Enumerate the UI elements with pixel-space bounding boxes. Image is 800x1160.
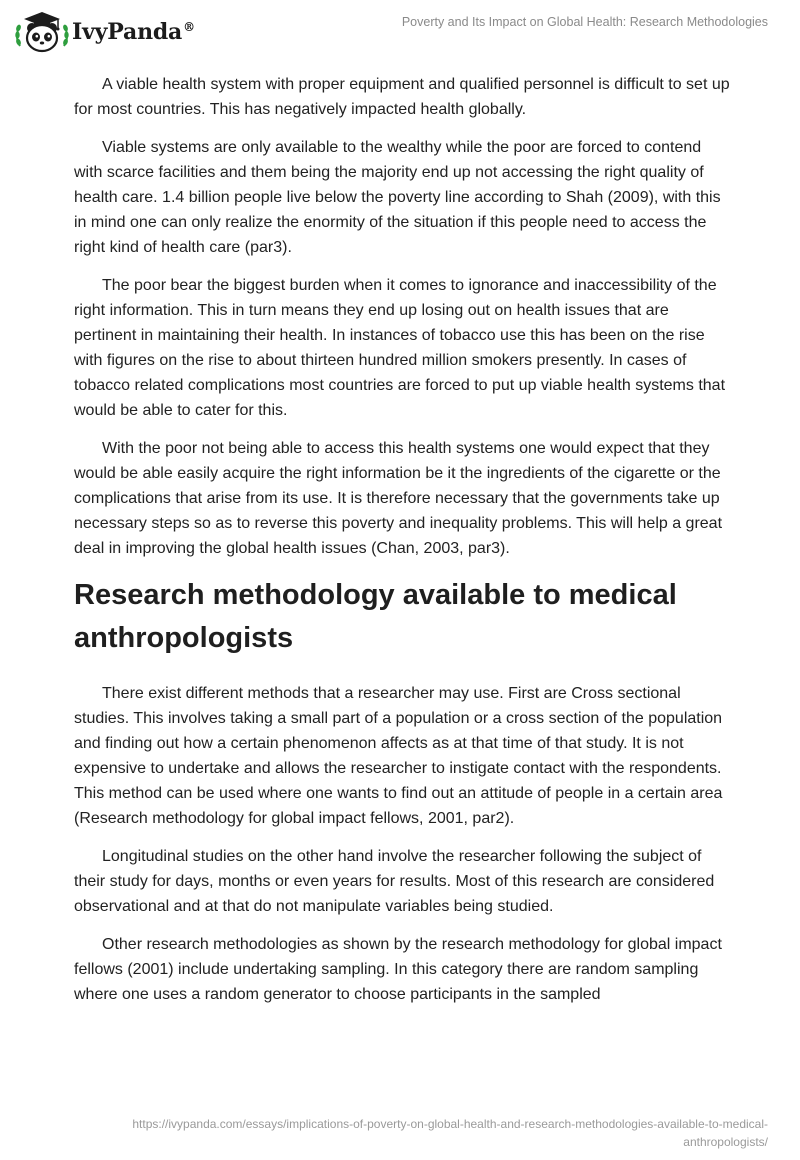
paragraph: Longitudinal studies on the other hand involve the researcher following the subject of their study for days, months or even years for results. Most of this research are considered observational and at that do not manipulate variables being studied. bbox=[74, 848, 715, 915]
paragraph: Other research methodologies as shown by the research methodology for global impact fellows (2001) include undertaking sampling. In this category there are random sampling where one uses a random generator to choose participants in the sampled bbox=[74, 936, 722, 1003]
document-title: Poverty and Its Impact on Global Health: Research Methodologies bbox=[401, 15, 768, 29]
paragraph: There exist different methods that a researcher may use. First are Cross sectional studies. This involves taking a small part of a population or a cross section of the population and finding out how a certain phenomenon affects as at that time of that study. It is not expensive to undertake and allows the researcher to instigate contact with the respondents. This method can be used where one wants to find out an attitude of people in a certain area (Research methodology for global impact fellows, 2001, par2). bbox=[74, 685, 723, 827]
registered-mark: ® bbox=[183, 19, 195, 34]
paragraph: Viable systems are only available to the wealthy while the poor are forced to contend with scarce facilities and them being the majority end up not accessing the right quality of health care. 1.4 billion people live below the poverty line according to Shah (2009), with this in mind one can only realize the enormity of the situation if this people need to access the right kind of health care (par3). bbox=[74, 139, 721, 256]
panda-graduation-cap-icon bbox=[14, 8, 70, 56]
source-url[interactable]: https://ivypanda.com/essays/implications-of-poverty-on-global-health-and-research-methodologies-available-to-medical-anthropologists/ bbox=[132, 1117, 768, 1149]
section-heading: Research methodology available to medical anthropologists bbox=[74, 579, 677, 654]
paragraph: A viable health system with proper equipment and qualified personnel is difficult to set up for most countries. This has negatively impacted health globally. bbox=[74, 76, 730, 118]
logo-text: IvyPanda bbox=[72, 19, 183, 45]
article-body bbox=[74, 72, 730, 1020]
ivypanda-logo[interactable] bbox=[14, 8, 195, 56]
page-header bbox=[0, 0, 800, 64]
paragraph: The poor bear the biggest burden when it comes to ignorance and inaccessibility of the right information. This in turn means they end up losing out on health issues that are pertinent in maintaining their health. In instances of tobacco use this has been on the rise with figures on the rise to about thirteen hundred million smokers presently. In cases of tobacco related complications most countries are forced to put up viable health systems that would be able to cater for this. bbox=[74, 277, 726, 419]
paragraph: With the poor not being able to access this health systems one would expect that they would be able easily acquire the right information be it the ingredients of the cigarette or the complications that arise from its use. It is therefore necessary that the governments take up necessary steps so as to reverse this poverty and inequality problems. This will help a great deal in improving the global health issues (Chan, 2003, par3). bbox=[74, 440, 723, 557]
logo-wordmark bbox=[72, 19, 195, 45]
